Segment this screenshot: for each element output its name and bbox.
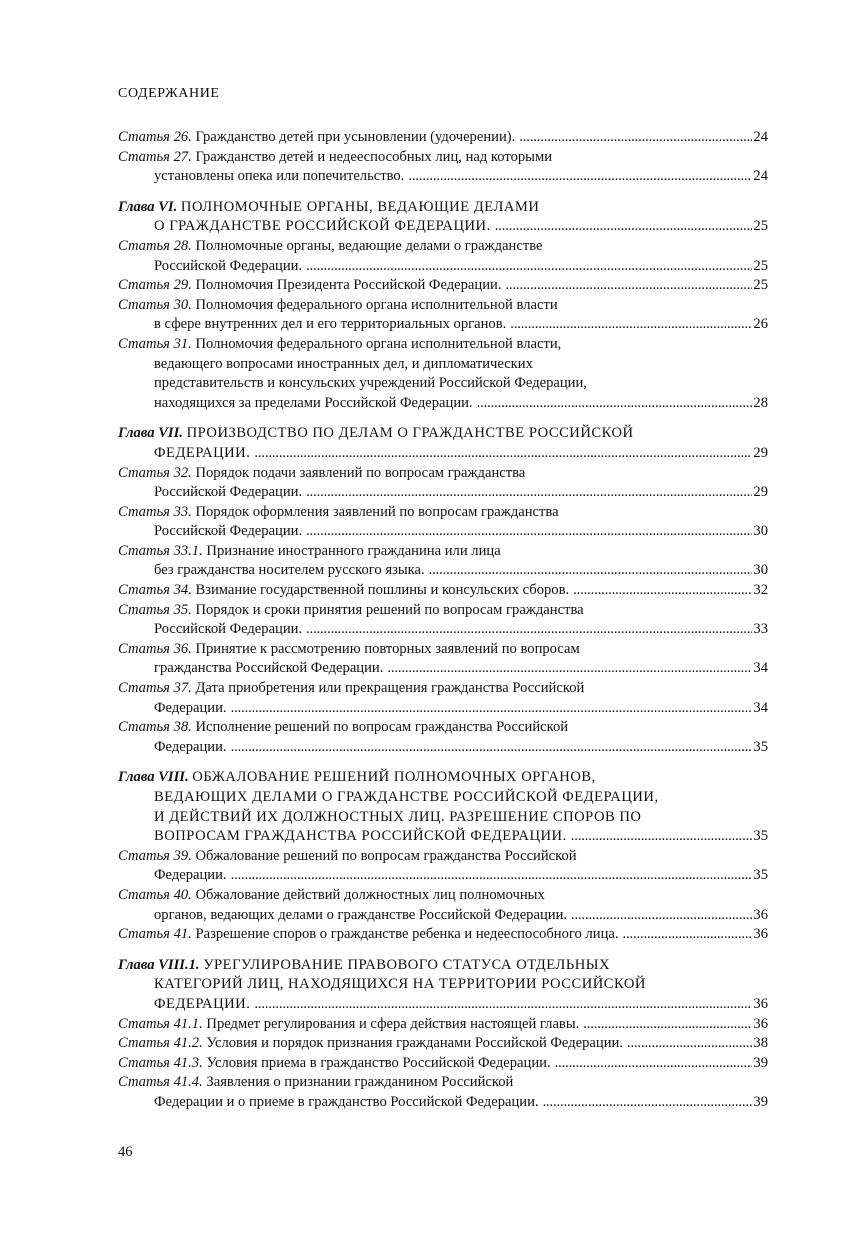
article-label: Статья 34. [118, 582, 192, 599]
article-title-text: Федерации и о приеме в гражданство Российской Федерации. [154, 1093, 539, 1110]
toc-chapter [118, 768, 768, 846]
chapter-title-text: КАТЕГОРИЙ ЛИЦ, НАХОДЯЩИХСЯ НА ТЕРРИТОРИИ РОССИЙСКОЙ [154, 976, 646, 993]
article-title-text: Российской Федерации. [154, 621, 303, 638]
toc-page-number: 36 [753, 906, 768, 923]
dot-leader [254, 444, 752, 464]
article-title-text: Гражданство детей и недееспособных лиц, над которыми [195, 148, 553, 165]
toc-line [118, 718, 768, 738]
article-label: Статья 31. [118, 335, 192, 352]
article-label: Статья 33.1. [118, 542, 203, 559]
toc-line [118, 699, 768, 719]
toc-line [118, 1054, 768, 1074]
article-title-text: Условия приема в гражданство Российской Федерации. [206, 1054, 551, 1071]
article-title-text: Принятие к рассмотрению повторных заявлений по вопросам [195, 640, 580, 657]
article-label: Статья 36. [118, 640, 192, 657]
article-label: Статья 29. [118, 277, 192, 294]
article-label: Статья 30. [118, 296, 192, 313]
article-title-text: Порядок оформления заявлений по вопросам гражданства [195, 503, 559, 520]
chapter-title-text: О ГРАЖДАНСТВЕ РОССИЙСКОЙ ФЕДЕРАЦИИ. [154, 218, 491, 235]
chapter-title-text: ОБЖАЛОВАНИЕ РЕШЕНИЙ ПОЛНОМОЧНЫХ ОРГАНОВ, [192, 769, 596, 786]
dot-leader [506, 276, 753, 296]
article-title-text: Дата приобретения или прекращения гражданства Российской [195, 680, 585, 697]
article-title-text: Разрешение споров о гражданстве ребенка и недееспособного лица. [195, 926, 619, 943]
article-label: Статья 32. [118, 464, 192, 481]
toc-line [118, 503, 768, 523]
chapter-label: Глава VII. [118, 425, 183, 442]
toc-article [118, 1054, 768, 1074]
toc-line [118, 827, 768, 847]
chapter-title-text: И ДЕЙСТВИЙ ИХ ДОЛЖНОСТНЫХ ЛИЦ. РАЗРЕШЕНИЕ СПОРОВ ПО [154, 808, 642, 825]
toc-article [118, 128, 768, 148]
toc-line [118, 542, 768, 562]
toc-article [118, 1073, 768, 1112]
article-label: Статья 41.3. [118, 1054, 203, 1071]
dot-leader [408, 167, 752, 187]
toc-page-number: 28 [753, 394, 768, 411]
toc-line [118, 483, 768, 503]
toc-line [118, 975, 768, 995]
toc-article [118, 581, 768, 601]
article-title-text: Полномочия федерального органа исполнительной власти, [195, 335, 562, 352]
toc-line [118, 424, 768, 444]
article-label: Статья 27. [118, 148, 192, 165]
toc-page-number: 36 [753, 1015, 768, 1032]
article-label: Статья 41. [118, 926, 192, 943]
dot-leader [306, 522, 752, 542]
toc-article [118, 237, 768, 276]
dot-leader [627, 1034, 752, 1054]
toc-line [118, 217, 768, 237]
chapter-title-text: ВОПРОСАМ ГРАЖДАНСТВА РОССИЙСКОЙ ФЕДЕРАЦИИ. [154, 828, 567, 845]
toc-page-number: 30 [753, 523, 768, 540]
article-title-text: Порядок подачи заявлений по вопросам гражданства [195, 464, 526, 481]
toc-line [118, 355, 768, 375]
table-of-contents [118, 128, 768, 1113]
toc-line [118, 679, 768, 699]
toc-line [118, 257, 768, 277]
dot-leader [571, 827, 753, 847]
toc-line [118, 237, 768, 257]
article-label: Статья 38. [118, 719, 192, 736]
toc-line [118, 788, 768, 808]
toc-line [118, 296, 768, 316]
toc-article [118, 886, 768, 925]
dot-leader [231, 738, 753, 758]
toc-line [118, 198, 768, 218]
toc-page-number: 32 [753, 582, 768, 599]
dot-leader [477, 394, 753, 414]
dot-leader [519, 128, 752, 148]
article-title-text: ведающего вопросами иностранных дел, и дипломатических [154, 355, 533, 372]
chapter-title-text: ПОЛНОМОЧНЫЕ ОРГАНЫ, ВЕДАЮЩИЕ ДЕЛАМИ [180, 198, 540, 215]
toc-page-number: 29 [753, 484, 768, 501]
toc-article [118, 276, 768, 296]
article-title-text: Условия и порядок признания гражданами Российской Федерации. [206, 1035, 623, 1052]
article-title-text: Полномочные органы, ведающие делами о гражданстве [195, 237, 543, 254]
toc-line [118, 1015, 768, 1035]
toc-line [118, 886, 768, 906]
toc-page-number: 36 [753, 926, 768, 943]
toc-line [118, 956, 768, 976]
article-label: Статья 41.4. [118, 1074, 203, 1091]
dot-leader [583, 1015, 752, 1035]
dot-leader [543, 1093, 753, 1113]
toc-line [118, 444, 768, 464]
article-label: Статья 37. [118, 680, 192, 697]
article-title-text: в сфере внутренних дел и его территориальных органов. [154, 316, 507, 333]
toc-line [118, 315, 768, 335]
article-title-text: Заявления о признании гражданином Российской [206, 1074, 514, 1091]
dot-leader [510, 315, 752, 335]
toc-chapter [118, 198, 768, 237]
toc-page-number: 29 [753, 444, 768, 461]
article-title-text: Российской Федерации. [154, 257, 303, 274]
toc-page-number: 26 [753, 316, 768, 333]
article-title-text: гражданства Российской Федерации. [154, 660, 384, 677]
article-title-text: представительств и консульских учреждений Российской Федерации, [154, 375, 587, 392]
toc-article [118, 542, 768, 581]
dot-leader [387, 659, 752, 679]
toc-line [118, 581, 768, 601]
toc-line [118, 659, 768, 679]
dot-leader [306, 620, 752, 640]
toc-line [118, 925, 768, 945]
article-title-text: Взимание государственной пошлины и консульских сборов. [195, 582, 570, 599]
toc-article [118, 679, 768, 718]
chapter-title-text: ПРОИЗВОДСТВО ПО ДЕЛАМ О ГРАЖДАНСТВЕ РОССИЙСКОЙ [186, 425, 634, 442]
toc-line [118, 128, 768, 148]
toc-line [118, 522, 768, 542]
article-label: Статья 35. [118, 601, 192, 618]
toc-page-number: 25 [753, 277, 768, 294]
toc-line [118, 601, 768, 621]
article-title-text: Гражданство детей при усыновлении (удочерении). [195, 129, 516, 145]
toc-line [118, 906, 768, 926]
article-label: Статья 40. [118, 886, 192, 903]
toc-line [118, 640, 768, 660]
page-number: 46 [118, 1144, 133, 1160]
chapter-title-text: ФЕДЕРАЦИИ. [154, 995, 251, 1012]
toc-line [118, 768, 768, 788]
toc-page-number: 39 [753, 1054, 768, 1071]
toc-page-number: 38 [753, 1035, 768, 1052]
toc-line [118, 847, 768, 867]
chapter-label: Глава VIII.1. [118, 956, 200, 973]
article-title-text: Полномочия федерального органа исполнительной власти [195, 296, 558, 313]
toc-article [118, 335, 768, 413]
dot-leader [231, 866, 753, 886]
dot-leader [573, 581, 752, 601]
dot-leader [306, 257, 752, 277]
toc-page-number: 34 [753, 660, 768, 677]
dot-leader [429, 561, 753, 581]
toc-article [118, 1015, 768, 1035]
toc-line [118, 1034, 768, 1054]
chapter-label: Глава VI. [118, 198, 178, 215]
toc-page-number: 25 [753, 218, 768, 235]
toc-line [118, 276, 768, 296]
toc-line [118, 335, 768, 355]
toc-page-number: 35 [753, 738, 768, 755]
article-title-text: Предмет регулирования и сфера действия настоящей главы. [206, 1015, 580, 1032]
dot-leader [623, 925, 753, 945]
toc-line [118, 738, 768, 758]
dot-leader [231, 699, 753, 719]
toc-page-number: 35 [753, 867, 768, 884]
dot-leader [571, 906, 752, 926]
toc-article [118, 640, 768, 679]
page-header: СОДЕРЖАНИЕ [118, 86, 220, 101]
toc-article [118, 148, 768, 187]
article-title-text: Российской Федерации. [154, 484, 303, 501]
chapter-title-text: УРЕГУЛИРОВАНИЕ ПРАВОВОГО СТАТУСА ОТДЕЛЬНЫХ [203, 956, 611, 973]
toc-line [118, 866, 768, 886]
article-label: Статья 41.2. [118, 1035, 203, 1052]
toc-line [118, 374, 768, 394]
article-title-text: Полномочия Президента Российской Федерации. [195, 277, 502, 294]
article-title-text: установлены опека или попечительство. [154, 168, 405, 185]
dot-leader [495, 217, 753, 237]
article-label: Статья 26. [118, 129, 192, 145]
toc-article [118, 503, 768, 542]
article-title-text: Исполнение решений по вопросам гражданства Российской [195, 719, 569, 736]
toc-article [118, 925, 768, 945]
chapter-label: Глава VIII. [118, 769, 189, 786]
dot-leader [555, 1054, 753, 1074]
toc-page-number: 30 [753, 562, 768, 579]
article-label: Статья 33. [118, 503, 192, 520]
article-title-text: Порядок и сроки принятия решений по вопросам гражданства [195, 601, 584, 618]
toc-page-number: 25 [753, 257, 768, 274]
toc-page-number: 34 [753, 699, 768, 716]
toc-page-number: 33 [753, 621, 768, 638]
toc-article [118, 296, 768, 335]
toc-article [118, 718, 768, 757]
toc-line [118, 620, 768, 640]
toc-chapter [118, 424, 768, 463]
toc-article [118, 847, 768, 886]
article-title-text: без гражданства носителем русского языка. [154, 562, 425, 579]
toc-line [118, 394, 768, 414]
dot-leader [306, 483, 752, 503]
article-title-text: Признание иностранного гражданина или лица [206, 542, 501, 559]
toc-page-number: 35 [753, 828, 768, 845]
chapter-title-text: ВЕДАЮЩИХ ДЕЛАМИ О ГРАЖДАНСТВЕ РОССИЙСКОЙ ФЕДЕРАЦИИ, [154, 789, 659, 805]
article-label: Статья 39. [118, 847, 192, 864]
article-title-text: Российской Федерации. [154, 523, 303, 540]
toc-article [118, 1034, 768, 1054]
article-title-text: Федерации. [154, 738, 227, 755]
toc-page-number: 24 [753, 168, 768, 185]
toc-line [118, 561, 768, 581]
toc-line [118, 148, 768, 168]
toc-line [118, 464, 768, 484]
article-title-text: находящихся за пределами Российской Федерации. [154, 394, 473, 411]
toc-line [118, 1073, 768, 1093]
article-title-text: Обжалование действий должностных лиц полномочных [195, 886, 545, 903]
toc-line [118, 1093, 768, 1113]
article-title-text: Федерации. [154, 867, 227, 884]
toc-chapter [118, 956, 768, 1015]
toc-article [118, 464, 768, 503]
article-label: Статья 28. [118, 237, 192, 254]
article-label: Статья 41.1. [118, 1015, 203, 1032]
article-title-text: органов, ведающих делами о гражданстве Российской Федерации. [154, 906, 568, 923]
toc-line [118, 808, 768, 828]
toc-page-number: 24 [753, 129, 768, 145]
article-title-text: Обжалование решений по вопросам гражданства Российской [195, 847, 577, 864]
dot-leader [254, 995, 752, 1015]
toc-page-number: 36 [753, 995, 768, 1012]
chapter-title-text: ФЕДЕРАЦИИ. [154, 444, 251, 461]
toc-page-number: 39 [753, 1093, 768, 1110]
toc-article [118, 601, 768, 640]
article-title-text: Федерации. [154, 699, 227, 716]
toc-line [118, 995, 768, 1015]
toc-line [118, 167, 768, 187]
